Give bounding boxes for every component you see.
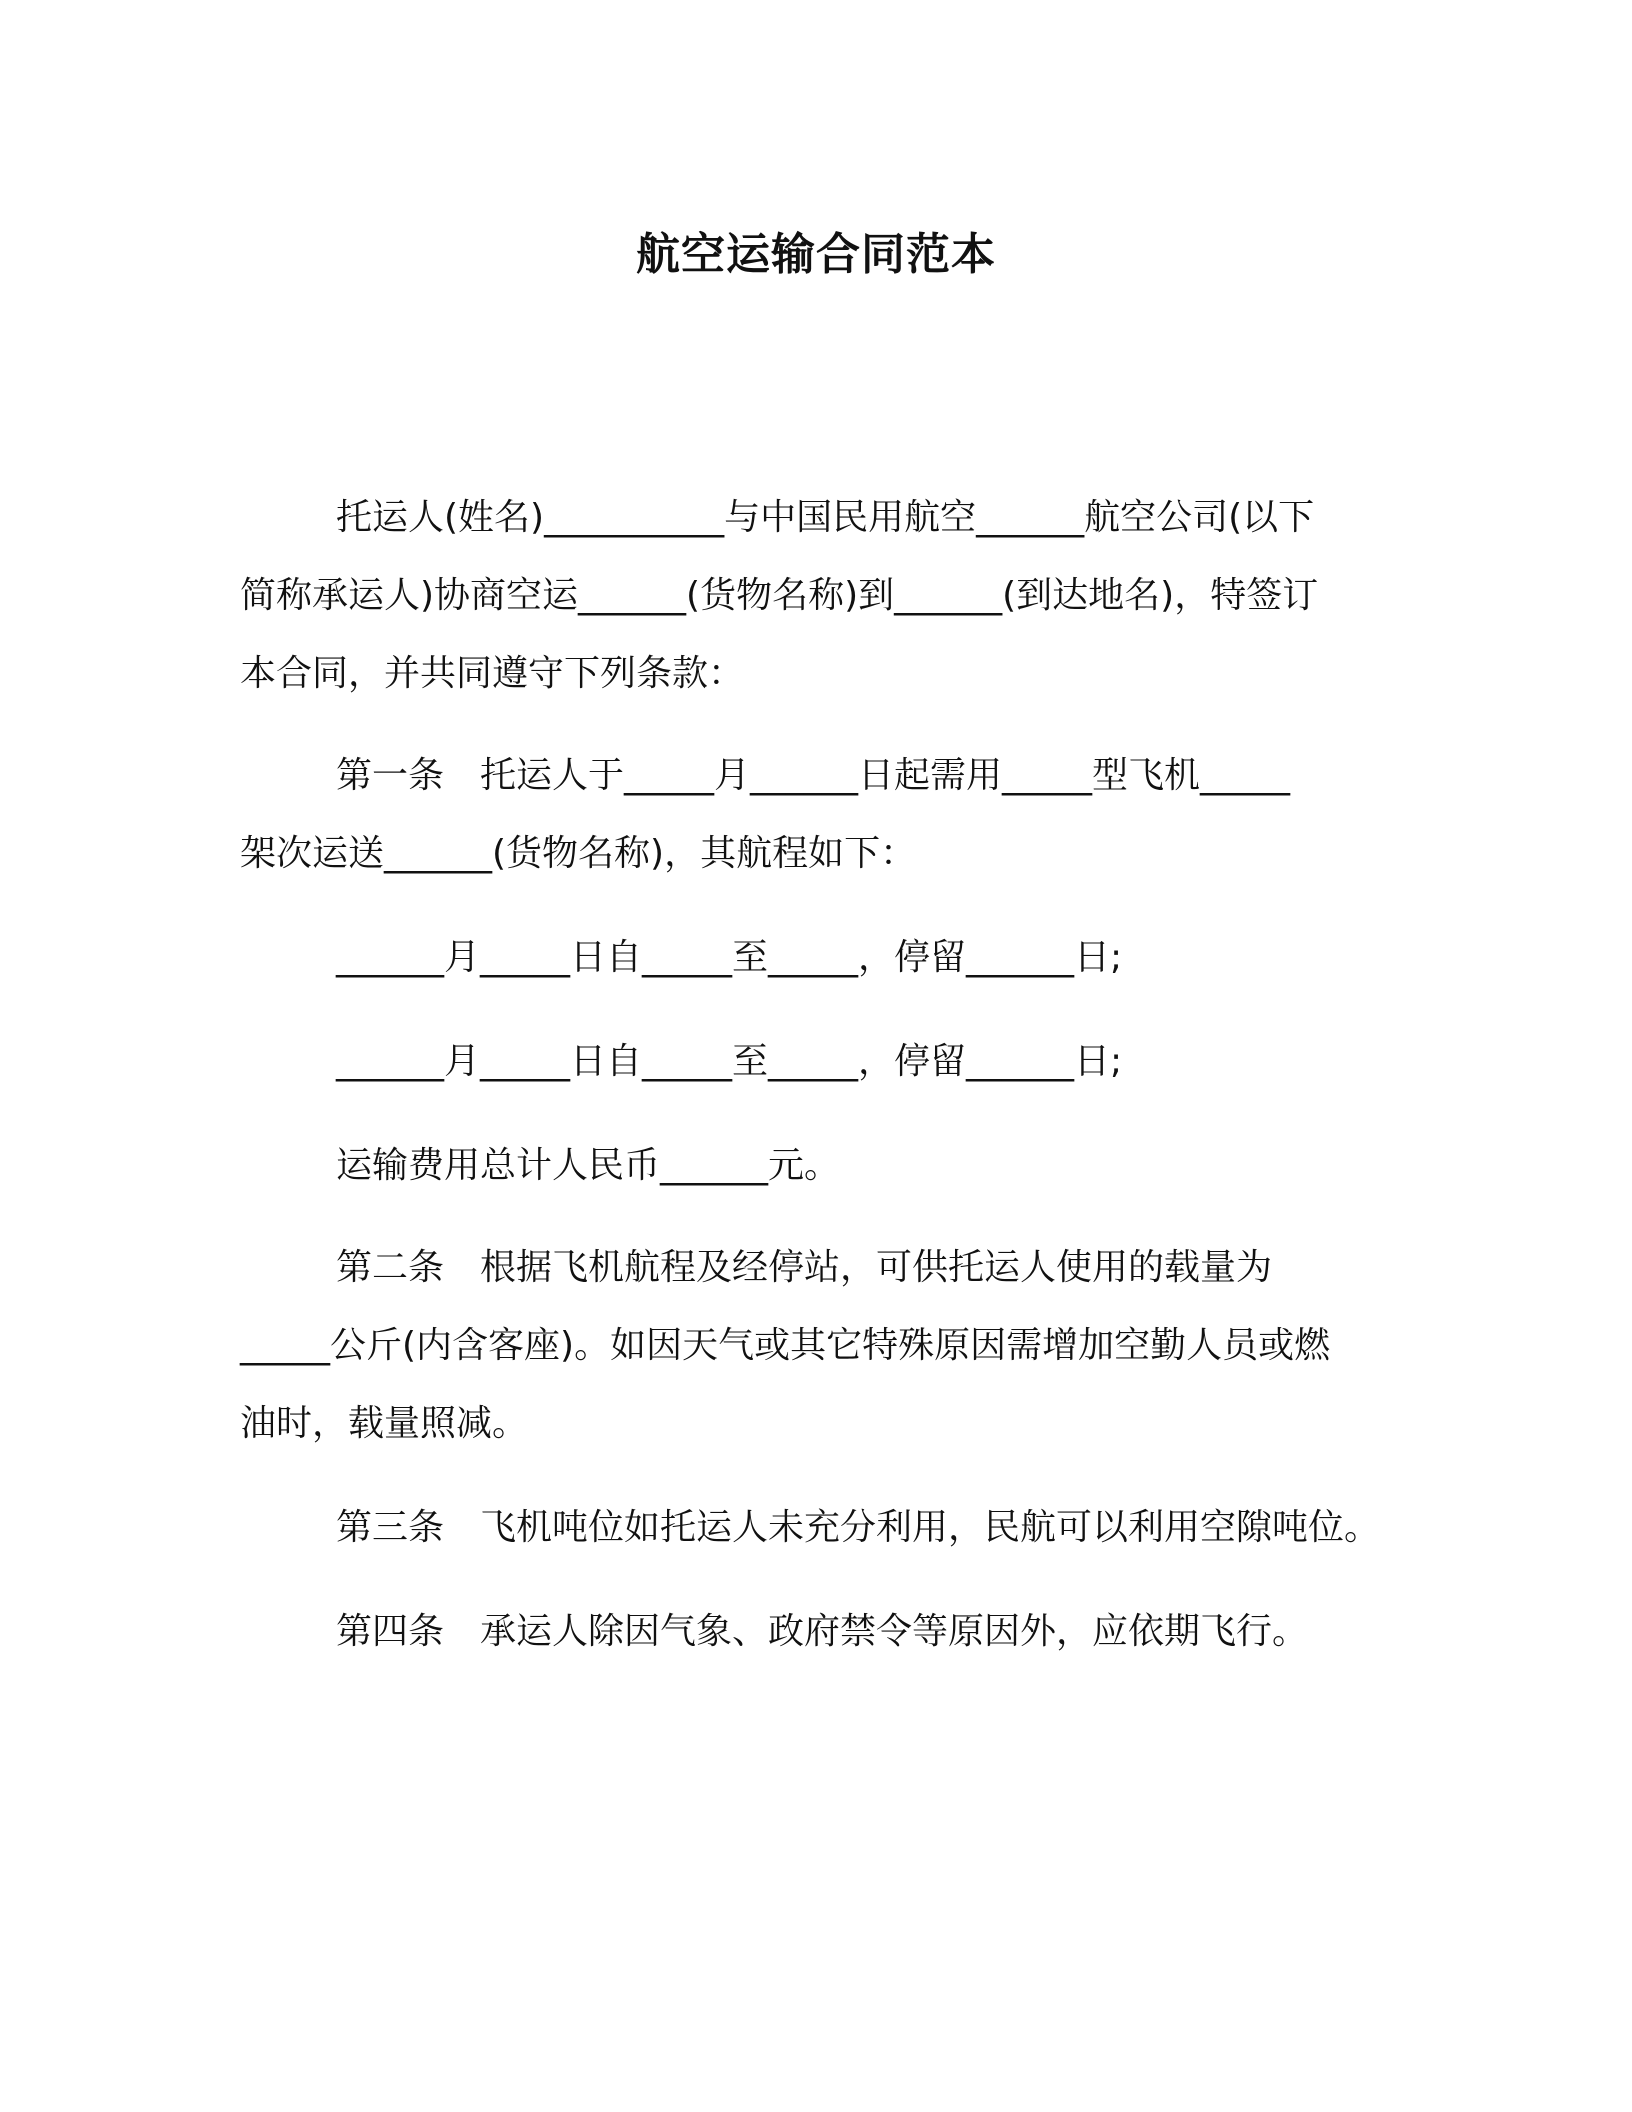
document-title: 航空运输合同范本: [636, 229, 996, 280]
article-2-line-2: _____公斤(内含客座)。如因天气或其它特殊原因需增加空勤人员或燃: [240, 1325, 1331, 1366]
route-line-1: ______月_____日自_____至_____，停留______日;: [336, 937, 1123, 978]
article-2-line-1: 第二条 根据飞机航程及经停站，可供托运人使用的载量为: [336, 1247, 1273, 1288]
article-1-line-1: 第一条 托运人于_____月______日起需用_____型飞机_____: [336, 755, 1291, 796]
article-3-line: 第三条 飞机吨位如托运人未充分利用，民航可以利用空隙吨位。: [336, 1507, 1381, 1548]
route-line-2: ______月_____日自_____至_____，停留______日;: [336, 1041, 1123, 1082]
intro-line-2: 简称承运人)协商空运______(货物名称)到______(到达地名)，特签订: [240, 575, 1319, 616]
total-fee-line: 运输费用总计人民币______元。: [336, 1145, 841, 1186]
article-2-line-3: 油时，载量照减。: [240, 1403, 529, 1444]
intro-line-1: 托运人(姓名)__________与中国民用航空______航空公司(以下: [336, 497, 1315, 538]
article-4-line: 第四条 承运人除因气象、政府禁令等原因外，应依期飞行。: [336, 1611, 1309, 1652]
intro-line-3: 本合同，并共同遵守下列条款：: [240, 653, 745, 694]
article-1-line-2: 架次运送______(货物名称)，其航程如下：: [240, 833, 917, 874]
